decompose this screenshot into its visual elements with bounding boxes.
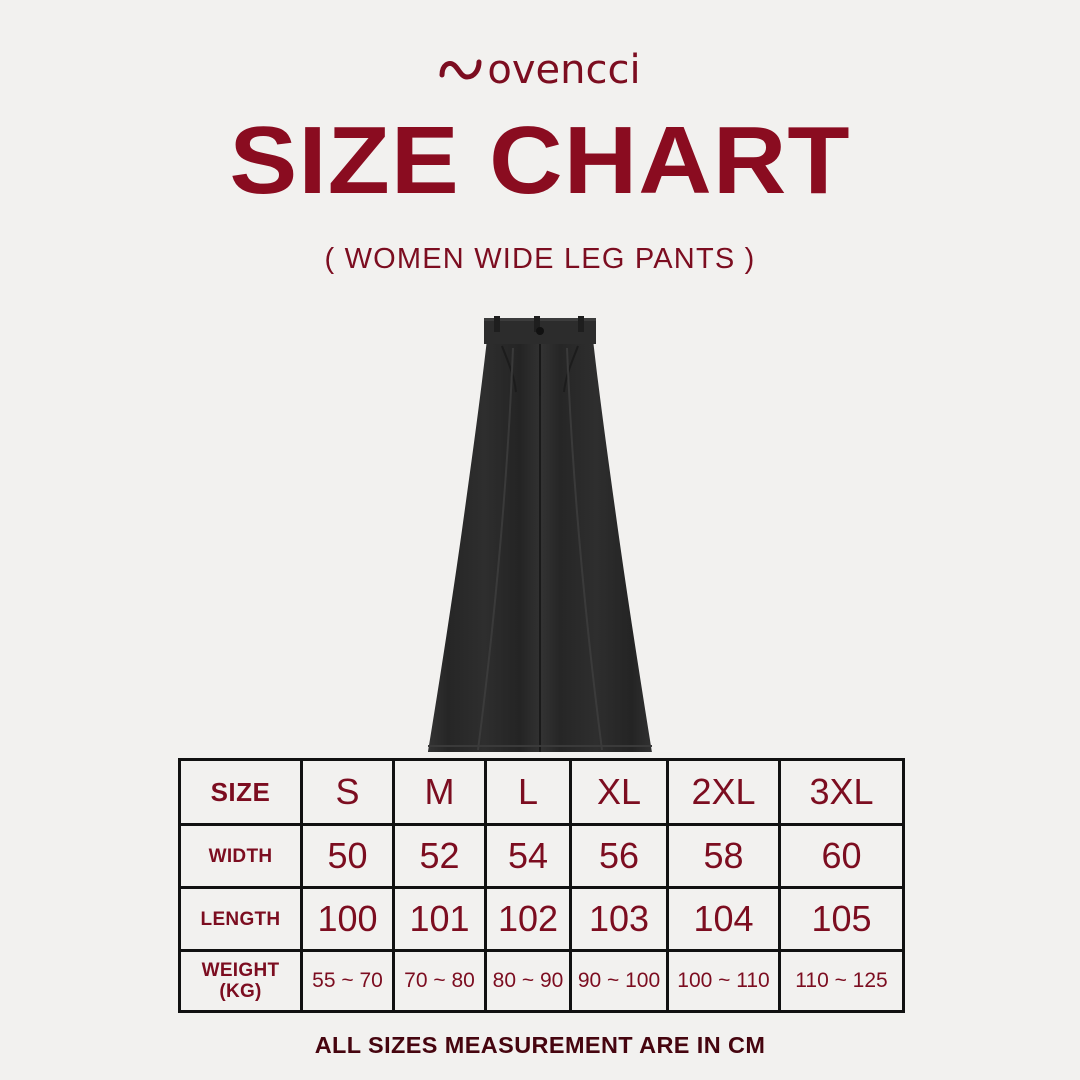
cell-width-3xl: 60 (780, 825, 904, 888)
table-header-2xl: 2XL (668, 760, 780, 825)
cell-width-m: 52 (394, 825, 486, 888)
row-label-length: LENGTH (180, 888, 302, 951)
cell-length-l: 102 (486, 888, 571, 951)
table-header-s: S (302, 760, 394, 825)
wave-mark-icon (439, 50, 485, 94)
page-title: SIZE CHART (229, 107, 851, 214)
table-header-m: M (394, 760, 486, 825)
page-subtitle: ( WOMEN WIDE LEG PANTS ) (324, 243, 756, 275)
row-label-width: WIDTH (180, 825, 302, 888)
cell-width-s: 50 (302, 825, 394, 888)
row-label-weight-line1: WEIGHT (201, 960, 280, 981)
cell-weight-s: 55 ~ 70 (302, 951, 394, 1012)
brand-logo (0, 48, 1080, 94)
cell-weight-m: 70 ~ 80 (394, 951, 486, 1012)
cell-weight-3xl: 110 ~ 125 (780, 951, 904, 1012)
table-row (180, 760, 904, 825)
table-row (180, 951, 904, 1012)
cell-width-xl: 56 (571, 825, 668, 888)
size-chart-table (178, 758, 902, 1013)
table-header-3xl: 3XL (780, 760, 904, 825)
table-header-xl: XL (571, 760, 668, 825)
cell-length-s: 100 (302, 888, 394, 951)
row-label-weight-line2: (KG) (219, 981, 262, 1002)
cell-weight-xl: 90 ~ 100 (571, 951, 668, 1012)
cell-length-3xl: 105 (780, 888, 904, 951)
table-header-size: SIZE (180, 760, 302, 825)
measurement-note: ALL SIZES MEASUREMENT ARE IN CM (314, 1032, 766, 1058)
row-label-weight (180, 951, 302, 1012)
cell-length-2xl: 104 (668, 888, 780, 951)
table-header-l: L (486, 760, 571, 825)
cell-length-xl: 103 (571, 888, 668, 951)
cell-weight-2xl: 100 ~ 110 (668, 951, 780, 1012)
wide-leg-pants-illustration (410, 300, 670, 760)
brand-name: ovencci (487, 47, 641, 93)
cell-weight-l: 80 ~ 90 (486, 951, 571, 1012)
cell-width-2xl: 58 (668, 825, 780, 888)
cell-length-m: 101 (394, 888, 486, 951)
table-row (180, 825, 904, 888)
table-row (180, 888, 904, 951)
cell-width-l: 54 (486, 825, 571, 888)
